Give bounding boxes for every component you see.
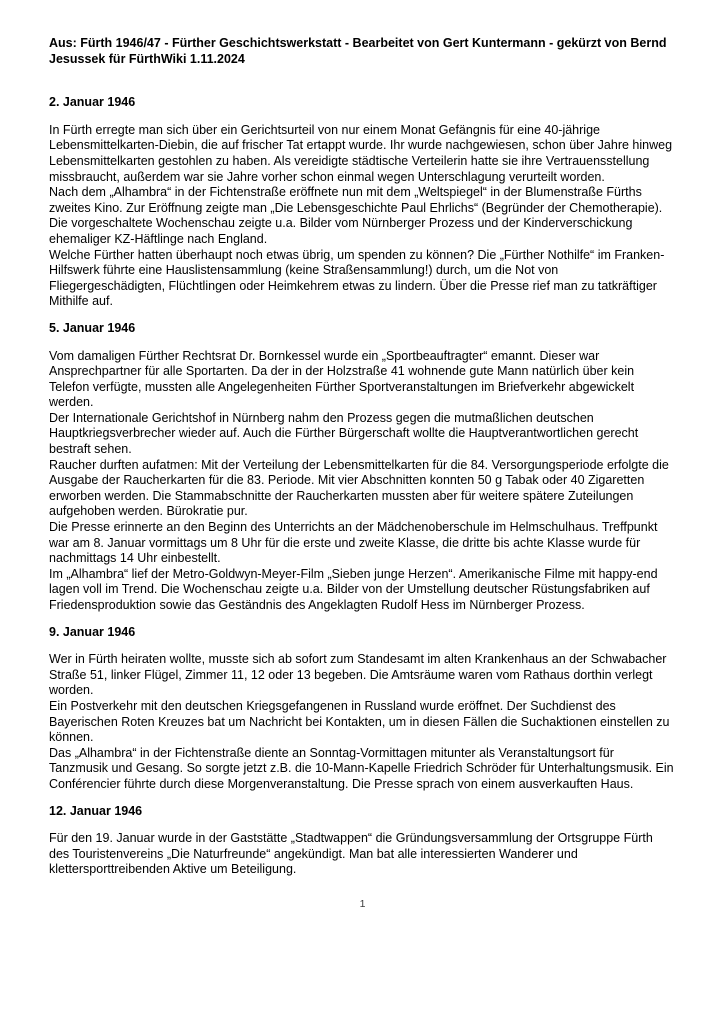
section-heading: 2. Januar 1946 [49,95,136,110]
paragraph: Der Internationale Gerichtshof in Nürnberg nahm den Prozess gegen die mutmaßlichen deutschen Hauptkriegsverbrecher wieder auf. Auch die Fürther Bürgerschaft wollte die Hauptverantwortlichen gerecht bestraft sehen. [49,410,639,457]
section-9-januar-1946 [49,625,676,793]
paragraph: Raucher durften aufatmen: Mit der Verteilung der Lebensmittelkarten für die 84. Versorgungsperiode erfolgte die Ausgabe der Raucherkarten für die 83. Periode. Mit vier Abschnitten konnten 50 g Tabak oder 40 Zigaretten erworben werden. Die Stammabschnitte der Raucherkarten mussten aber für weitere spätere Zuteilungen aufgehoben werden. Bürokratie pur. [49,457,669,519]
paragraph: Ein Postverkehr mit den deutschen Kriegsgefangenen in Russland wurde eröffnet. Der Suchdienst des Bayerischen Roten Kreuzes bat um Nachricht bei Kontakten, um in diesen Fällen die Suchaktionen einstellen zu können. [49,698,670,745]
section-12-januar-1946 [49,804,676,878]
document-header: Aus: Fürth 1946/47 - Fürther Geschichtswerkstatt - Bearbeitet von Gert Kuntermann - gekürzt von Bernd Jesussek für FürthWiki 1.11.2024 [49,36,667,66]
paragraph: Im „Alhambra“ lief der Metro-Goldwyn-Meyer-Film „Sieben junge Herzen“. Amerikanische Filme mit happy-end lagen voll im Trend. Die Wochenschau zeigte u.a. Bilder von der Umstellung deutscher Rüstungsfabriken auf Friedensproduktion sowie das Geständnis des Angeklagten Rudolf Hess im Nürnberger Prozess. [49,566,658,612]
section-body [49,123,676,310]
page-footer [49,894,676,912]
page-number: 1 [359,897,366,910]
section-heading: 5. Januar 1946 [49,320,136,335]
paragraph: Das „Alhambra“ in der Fichtenstraße diente an Sonntag-Vormittagen mitunter als Veranstaltungsort für Tanzmusik und Gesang. So sorgte jetzt z.B. die 10-Mann-Kapelle Friedrich Schröder für Unterhaltungsmusik. Ein Conférencier führte durch diese Morgenveranstaltung. Die Presse sprach von einem ausverkauften Haus. [49,745,674,791]
paragraph: Welche Fürther hatten überhaupt noch etwas übrig, um spenden zu können? Die „Fürther Nothilfe“ im Franken-Hilfswerk führte eine Hauslistensammlung (keine Straßensammlung!) durch, um die Not von Fliegergeschädigten, Flüchtlingen oder Heimkehrem etwas zu lindern. Über die Presse rief man zu tatkräftiger Mithilfe auf. [49,247,665,309]
paragraph: Für den 19. Januar wurde in der Gaststätte „Stadtwappen“ die Gründungsversammlung der Ortsgruppe Fürth des Touristenvereins „Die Naturfreunde“ angekündigt. Man bat alle interessierten Wanderer und klettersporttreibenden Aktive um Beteiligung. [49,831,653,877]
paragraph: Vom damaligen Fürther Rechtsrat Dr. Bornkessel wurde ein „Sportbeauftragter“ emannt. Dieser war Ansprechpartner für alle Sportarten. Da der in der Holzstraße 41 wohnende gute Mann natürlich über kein Telefon verfügte, mussten alle Angelegenheiten Fürther Sportveranstaltungen im Briefverkehr abgewickelt werden. [49,348,635,410]
section-2-januar-1946 [49,95,676,310]
section-body [49,831,676,878]
section-heading: 12. Januar 1946 [49,803,143,818]
paragraph: Wer in Fürth heiraten wollte, musste sich ab sofort zum Standesamt im alten Krankenhaus an der Schwabacher Straße 51, linker Flügel, Zimmer 11, 12 oder 13 begeben. Die Amtsräume waren vom Rathaus dorthin verlegt worden. [49,652,667,698]
paragraph: In Fürth erregte man sich über ein Gerichtsurteil von nur einem Monat Gefängnis für eine 40-jährige Lebensmittelkarten-Diebin, die auf frischer Tat ertappt wurde. Ihr wurde nachgewiesen, schon über Jahre hinweg Lebensmittelkarten gestohlen zu haben. Als vereidigte städtische Verteilerin hatte sie ihre Vertrauensstellung missbraucht, außerdem war sie Jahre vorher schon einmal wegen Unterschlagung verurteilt worden. [49,122,673,184]
section-body [49,652,676,792]
paragraph: Nach dem „Alhambra“ in der Fichtenstraße eröffnete nun mit dem „Weltspiegel“ in der Blumenstraße Fürths zweites Kino. Zur Eröffnung zeigte man „Die Lebensgeschichte Paul Ehrlichs“ (Begründer der Chemotherapie). Die vorgeschaltete Wochenschau zeigte u.a. Bilder vom Nürnberger Prozess und der Kinderverschickung ehemaliger KZ-Häftlinge nach England. [49,185,663,246]
paragraph: Die Presse erinnerte an den Beginn des Unterrichts an der Mädchenoberschule im Helmschulhaus. Treffpunkt war am 8. Januar vormittags um 8 Uhr für die erste und zweite Klasse, die dritte bis achte Klasse wurde für nachmittags 14 Uhr einbestellt. [49,520,658,566]
section-body [49,349,676,614]
section-heading: 9. Januar 1946 [49,624,136,639]
section-5-januar-1946 [49,321,676,614]
